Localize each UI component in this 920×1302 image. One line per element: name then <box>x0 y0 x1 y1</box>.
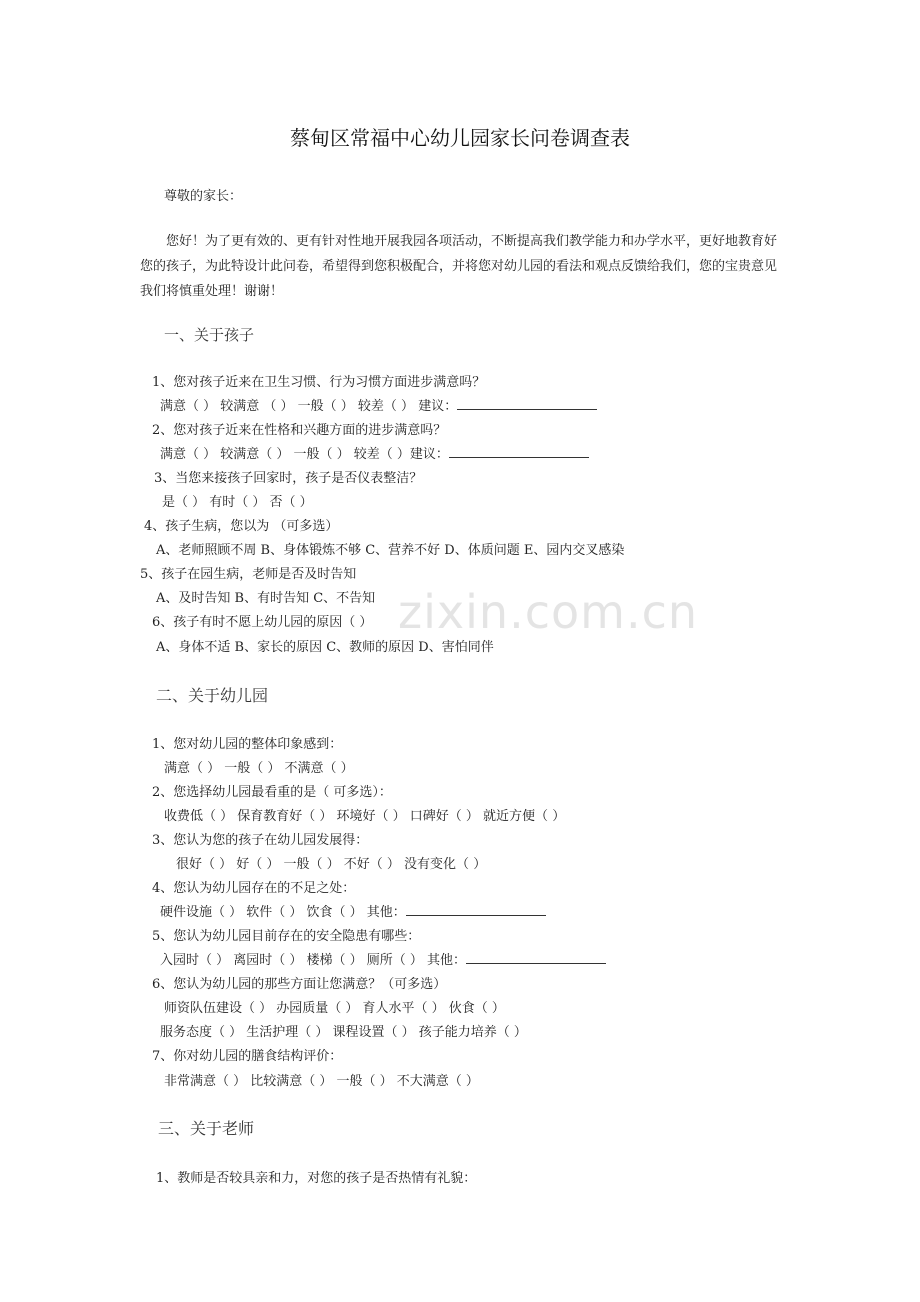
question: 2、您对孩子近来在性格和兴趣方面的进步满意吗？ <box>152 423 447 438</box>
answer-options: 师资队伍建设（ ） 办园质量（ ） 育人水平（ ） 伙食（ ） <box>164 1001 505 1016</box>
question: 1、您对孩子近来在卫生习惯、行为习惯方面进步满意吗？ <box>152 375 486 390</box>
section-heading-teacher: 三、关于老师 <box>158 1119 255 1138</box>
intro-paragraph <box>140 229 788 304</box>
answer-options: A、及时告知 B、有时告知 C、不告知 <box>156 591 376 606</box>
section-heading-kindergarten: 二、关于幼儿园 <box>156 686 269 705</box>
options-text: 满意（ ） 较满意 （ ） 一般（ ） 较差（ ） 建议： <box>160 399 458 414</box>
question: 7、你对幼儿园的膳食结构评价： <box>152 1049 343 1064</box>
intro-text: 您好！为了更有效的、更有针对性地开展我园各项活动，不断提高我们教学能力和办学水平，更好地教育好您的孩子，为此特设计此问卷，希望得到您积极配合，并将您对幼儿园的看法和观点反馈给我们，您的宝贵意见我们将慎重处理！谢谢！ <box>140 234 778 299</box>
suggestion-blank[interactable] <box>449 446 589 458</box>
answer-options: 很好（ ） 好（ ） 一般（ ） 不好（ ） 没有变化（ ） <box>176 857 487 872</box>
question: 5、孩子在园生病，老师是否及时告知 <box>140 567 357 582</box>
answer-options: 服务态度（ ） 生活护理（ ） 课程设置（ ） 孩子能力培养（ ） <box>160 1025 527 1040</box>
answer-options: 非常满意（ ） 比较满意（ ） 一般（ ） 不大满意（ ） <box>164 1074 479 1089</box>
suggestion-blank[interactable] <box>457 398 597 410</box>
answer-options: A、老师照顾不周 B、身体锻炼不够 C、营养不好 D、体质问题 E、园内交叉感染 <box>156 543 625 558</box>
options-text: 硬件设施（ ） 软件（ ） 饮食（ ） 其他： <box>160 905 406 920</box>
question: 1、教师是否较具亲和力，对您的孩子是否热情有礼貌： <box>156 1171 477 1186</box>
question: 4、您认为幼儿园存在的不足之处： <box>152 881 356 896</box>
question: 2、您选择幼儿园最看重的是（ 可多选）： <box>152 785 392 800</box>
answer-options <box>160 949 606 968</box>
question: 3、您认为您的孩子在幼儿园发展得： <box>152 833 369 848</box>
other-blank[interactable] <box>406 904 546 916</box>
answer-options: 是（ ） 有时（ ） 否（ ） <box>162 495 313 510</box>
answer-options: 收费低（ ） 保育教育好（ ） 环境好（ ） 口碑好（ ） 就近方便（ ） <box>164 809 566 824</box>
answer-options: 满意（ ） 一般（ ） 不满意（ ） <box>164 761 354 776</box>
watermark: zixin.com.cn <box>398 585 699 639</box>
options-text: 入园时（ ） 离园时（ ） 楼梯（ ） 厕所（ ） 其他： <box>160 953 467 968</box>
answer-options <box>160 443 589 462</box>
question: 1、您对幼儿园的整体印象感到： <box>152 737 343 752</box>
page-title: 蔡甸区常福中心幼儿园家长问卷调查表 <box>290 126 630 150</box>
options-text: 满意（ ） 较满意（ ） 一般（ ） 较差（ ）建议： <box>160 447 449 462</box>
greeting: 尊敬的家长： <box>164 189 243 204</box>
section-heading-child: 一、关于孩子 <box>164 326 255 344</box>
question: 4、孩子生病，您以为 （可多选） <box>144 519 339 534</box>
question: 3、当您来接孩子回家时，孩子是否仪表整洁？ <box>154 471 423 486</box>
question: 5、您认为幼儿园目前存在的安全隐患有哪些： <box>152 929 421 944</box>
answer-options <box>160 901 546 920</box>
question: 6、您认为幼儿园的那些方面让您满意？（可多选） <box>152 977 447 992</box>
answer-options: A、身体不适 B、家长的原因 C、教师的原因 D、害怕同伴 <box>156 640 494 655</box>
question: 6、孩子有时不愿上幼儿园的原因（ ） <box>152 615 373 630</box>
answer-options <box>160 395 597 414</box>
other-blank[interactable] <box>466 952 606 964</box>
